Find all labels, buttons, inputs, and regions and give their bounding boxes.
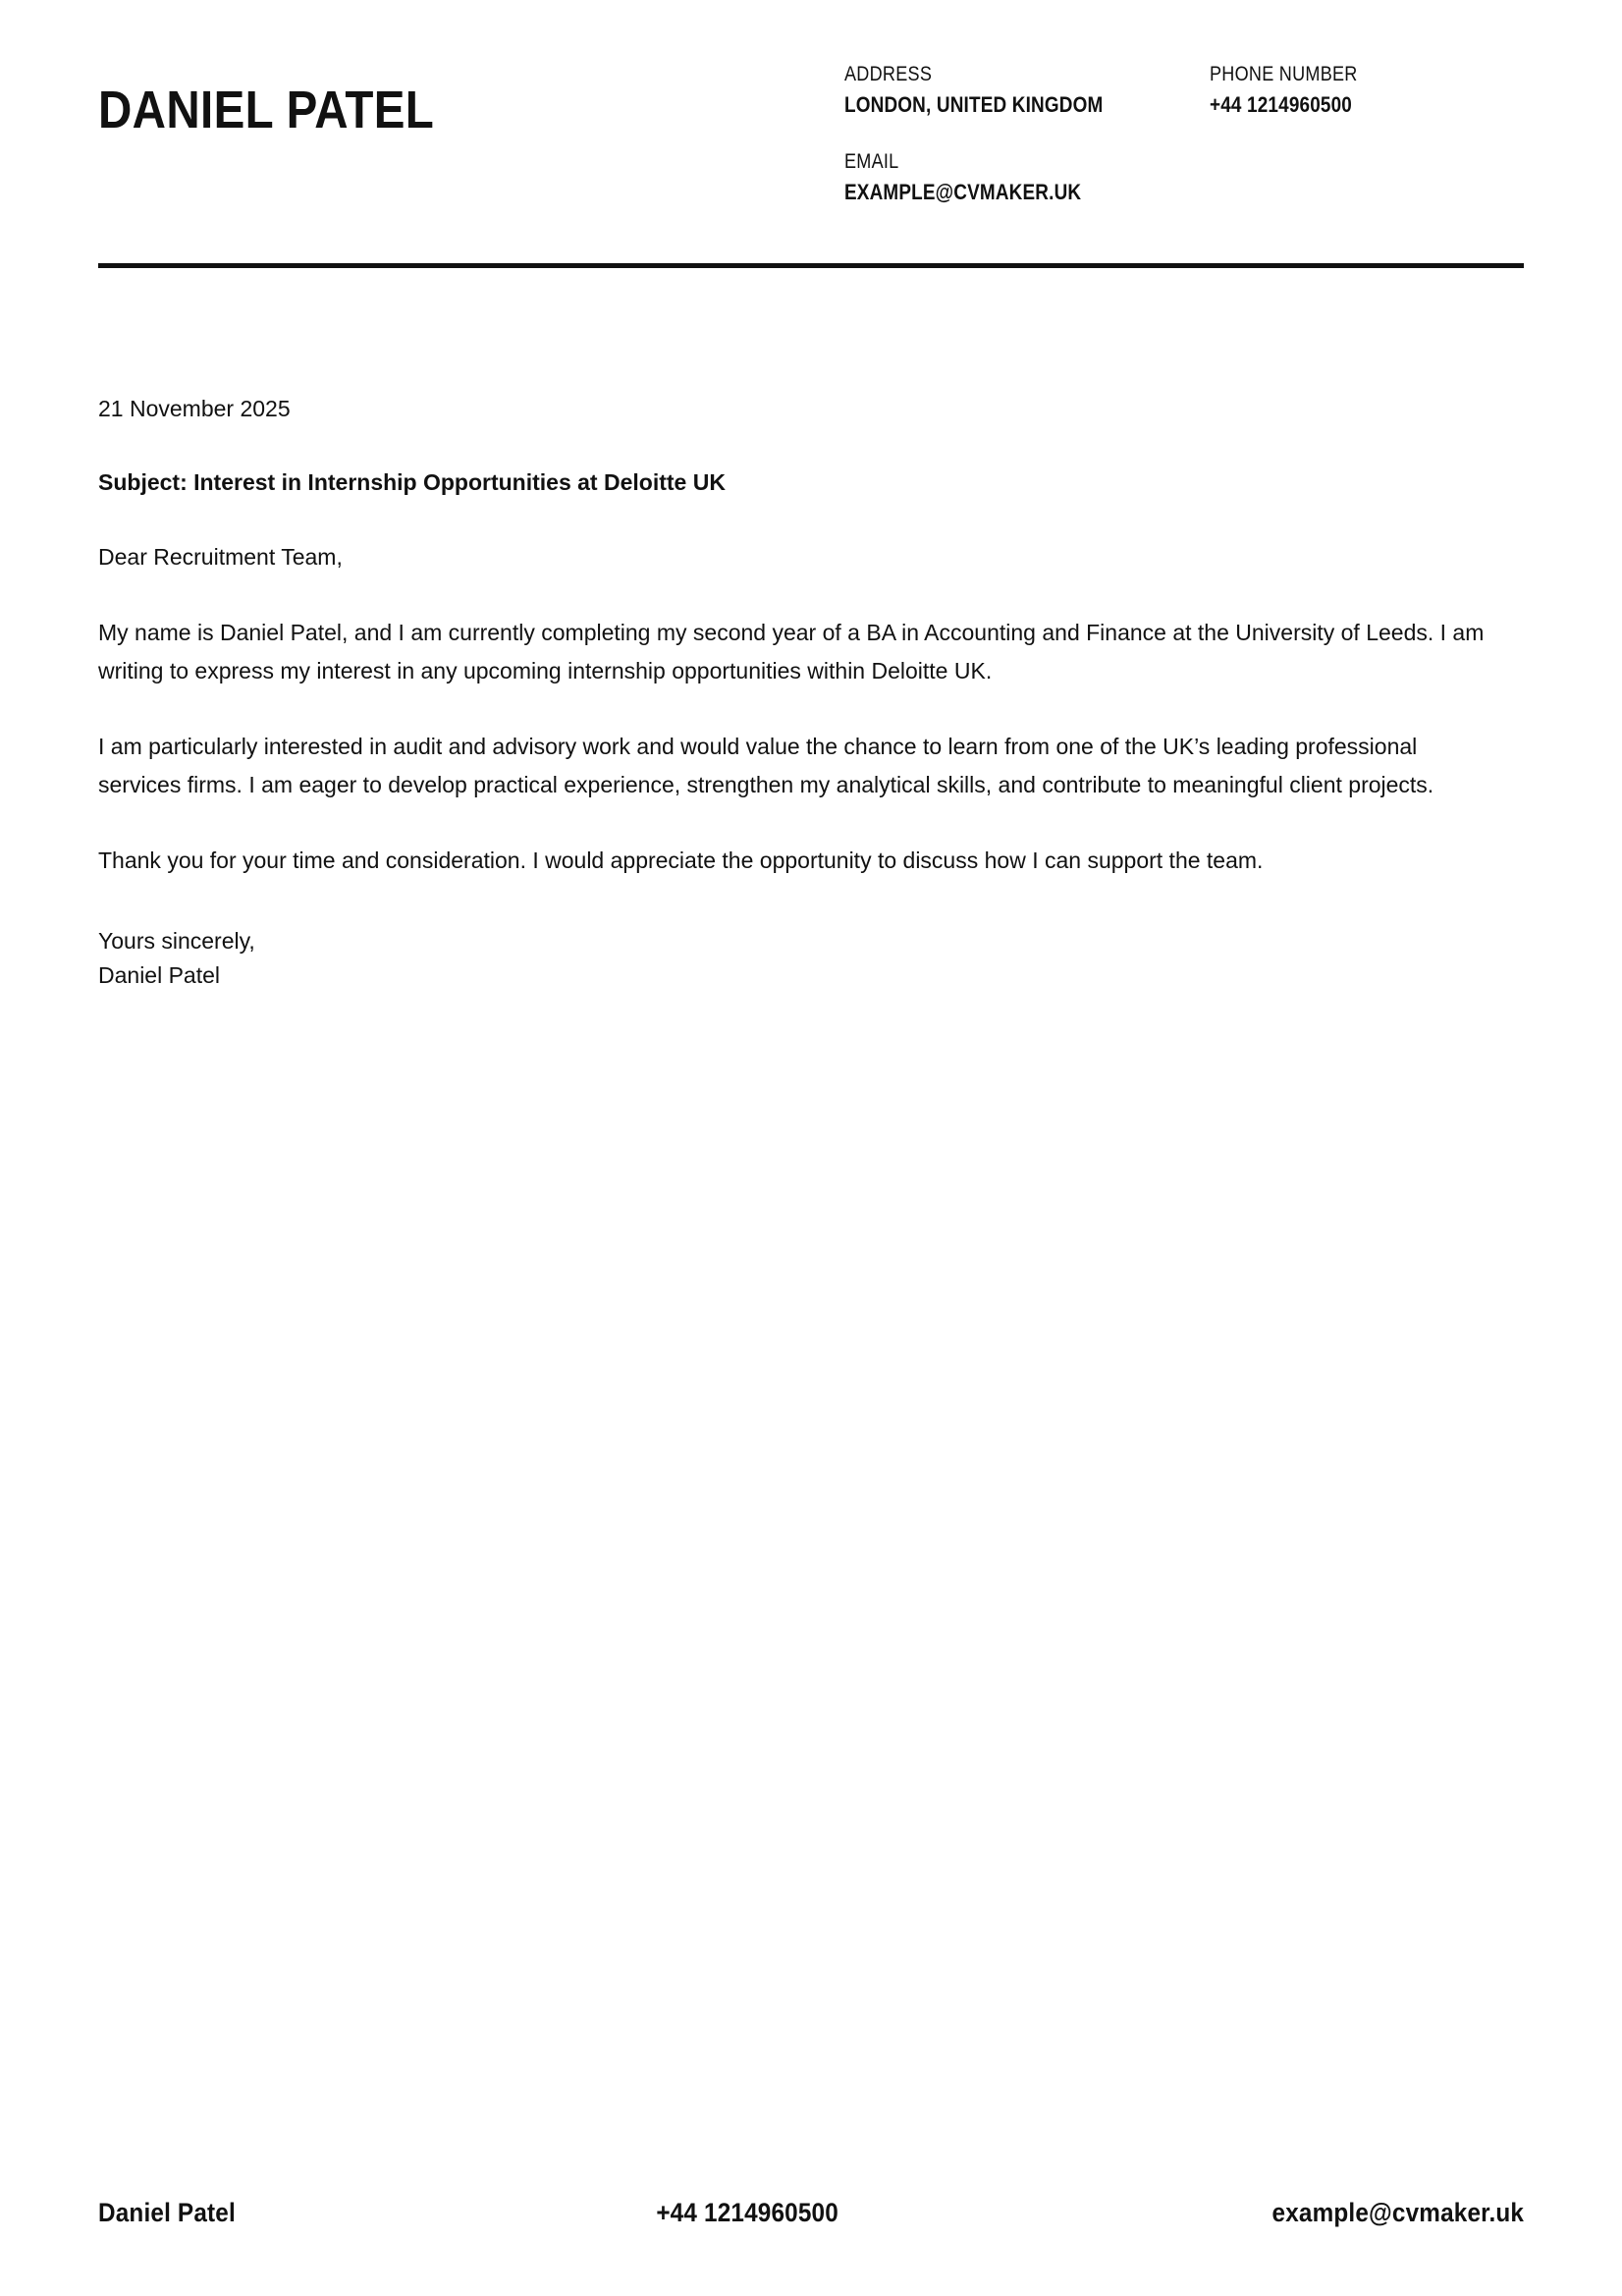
contact-details <box>844 61 1524 208</box>
letter-signature-name: Daniel Patel <box>98 962 221 989</box>
contact-address-label: ADDRESS <box>844 63 933 85</box>
letter-closing <box>98 924 1524 994</box>
contact-phone <box>1210 61 1524 121</box>
contact-address <box>844 61 1210 121</box>
footer-name: Daniel Patel <box>98 2197 236 2227</box>
letter-subject: Subject: Interest in Internship Opportunities at Deloitte UK <box>98 468 726 495</box>
letter-paragraph: I am particularly interested in audit and advisory work and would value the chance to learn from one of the UK’s leading professional services firms. I am eager to develop practical experience, strengthen my analytical skills, and contribute to meaningful client projects. <box>98 733 1434 798</box>
letter-footer <box>0 2129 1622 2296</box>
contact-email-label: EMAIL <box>844 150 899 174</box>
header-divider <box>98 263 1524 268</box>
contact-address-value: LONDON, UNITED KINGDOM <box>844 92 1104 118</box>
contact-phone-value[interactable]: +44 1214960500 <box>1210 92 1352 118</box>
contact-phone-label: PHONE NUMBER <box>1210 63 1358 85</box>
letter-paragraph: My name is Daniel Patel, and I am currently completing my second year of a BA in Accounting and Finance at the University of Leeds. I am writing to express my interest in any upcoming internship opportunities within Deloitte UK. <box>98 619 1485 684</box>
letter-date: 21 November 2025 <box>98 396 291 422</box>
contact-email-value[interactable]: EXAMPLE@CVMAKER.UK <box>844 180 1082 205</box>
footer-email[interactable]: example@cvmaker.uk <box>1271 2197 1524 2227</box>
contact-email <box>844 148 1210 208</box>
letter-header <box>0 0 1622 208</box>
footer-phone[interactable]: +44 1214960500 <box>656 2197 838 2227</box>
name-block <box>98 61 844 138</box>
page-title: DANIEL PATEL <box>98 81 435 139</box>
contact-empty-slot <box>1210 148 1524 208</box>
letter-closing-line: Yours sincerely, <box>98 927 255 954</box>
letter-paragraph: Thank you for your time and consideration. I would appreciate the opportunity to discuss how I can support the team. <box>98 847 1264 873</box>
letter-body <box>0 392 1622 2296</box>
letter-salutation: Dear Recruitment Team, <box>98 544 343 571</box>
